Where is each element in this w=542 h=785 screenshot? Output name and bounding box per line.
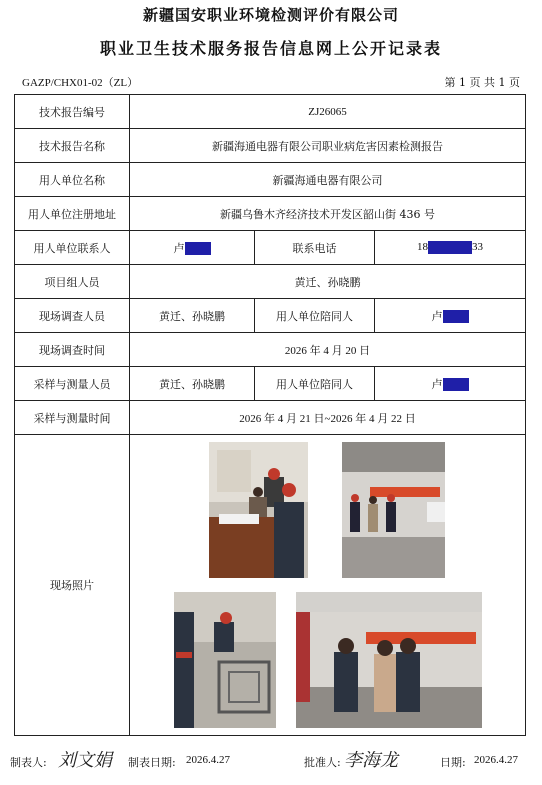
table-row <box>15 333 526 367</box>
company-name: 新疆国安职业环境检测评价有限公司 <box>142 6 399 24</box>
page-info: 第 1 页 共 1 页 <box>444 76 520 89</box>
escort-prefix: 卢 <box>431 377 443 391</box>
photos-cell <box>130 435 526 736</box>
table-row <box>15 129 526 163</box>
row-label: 技术报告编号 <box>15 95 130 129</box>
approved-date-label: 日期: <box>440 756 466 769</box>
approved-by-signature: 李海龙 <box>344 750 398 771</box>
survey-time-value: 2026 年 4 月 20 日 <box>130 333 526 367</box>
table-row <box>15 367 526 401</box>
site-photo-building <box>342 442 445 578</box>
prepared-by-label: 制表人: <box>10 756 47 769</box>
table-row <box>15 197 526 231</box>
workshop-photo-image <box>174 592 276 728</box>
group-photo-image <box>296 592 482 728</box>
row-label: 项目组人员 <box>15 265 130 299</box>
phone-prefix: 18 <box>417 241 428 254</box>
table-row <box>15 265 526 299</box>
row-label: 用人单位联系人 <box>15 231 130 265</box>
office-photo-image <box>209 442 308 578</box>
table-row <box>15 95 526 129</box>
row-label: 采样与测量人员 <box>15 367 130 401</box>
phone-cell <box>375 231 526 265</box>
table-row <box>15 299 526 333</box>
table-row <box>15 231 526 265</box>
team-value: 黄迁、孙晓鹏 <box>130 265 526 299</box>
approved-date: 2026.4.27 <box>474 754 518 766</box>
row-label: 现场调查人员 <box>15 299 130 333</box>
sampling-time-value: 2026 年 4 月 21 日~2026 年 4 月 22 日 <box>130 401 526 435</box>
building-photo-image <box>342 442 445 578</box>
site-photo-workshop <box>174 592 276 728</box>
report-number-value: ZJ26065 <box>130 95 526 129</box>
redaction-block <box>428 241 472 254</box>
table-row <box>15 163 526 197</box>
row-label: 采样与测量时间 <box>15 401 130 435</box>
prepared-date-label: 制表日期: <box>128 756 176 769</box>
row-label: 现场调查时间 <box>15 333 130 367</box>
row-label: 现场照片 <box>15 435 130 736</box>
contact-name-prefix: 卢 <box>173 241 185 255</box>
escort-label: 用人单位陪同人 <box>255 367 375 401</box>
table-row <box>15 435 526 736</box>
phone-suffix: 33 <box>472 241 483 254</box>
redaction-block <box>443 378 469 391</box>
escort-cell <box>375 367 526 401</box>
row-label: 技术报告名称 <box>15 129 130 163</box>
signature-footer <box>0 748 542 778</box>
escort-label: 用人单位陪同人 <box>255 299 375 333</box>
site-photo-group <box>296 592 482 728</box>
record-table <box>14 94 526 736</box>
row-label: 用人单位名称 <box>15 163 130 197</box>
prepared-by-signature: 刘文娟 <box>58 750 112 771</box>
form-title: 职业卫生技术服务报告信息网上公开记录表 <box>99 39 442 58</box>
contact-name-cell <box>130 231 255 265</box>
escort-cell <box>375 299 526 333</box>
sampling-staff-value: 黄迁、孙晓鹏 <box>130 367 255 401</box>
escort-prefix: 卢 <box>431 309 443 323</box>
document-number: GAZP/CHX01-02（ZL） <box>22 77 139 89</box>
site-photo-office <box>209 442 308 578</box>
redaction-block <box>185 242 211 255</box>
employer-name-value: 新疆海通电器有限公司 <box>130 163 526 197</box>
row-label: 用人单位注册地址 <box>15 197 130 231</box>
approved-by-label: 批准人: <box>304 756 341 769</box>
address-value: 新疆乌鲁木齐经济技术开发区韶山街 436 号 <box>130 197 526 231</box>
report-name-value: 新疆海通电器有限公司职业病危害因素检测报告 <box>130 129 526 163</box>
redaction-block <box>443 310 469 323</box>
phone-label: 联系电话 <box>255 231 375 265</box>
table-row <box>15 401 526 435</box>
survey-staff-value: 黄迁、孙晓鹏 <box>130 299 255 333</box>
prepared-date: 2026.4.27 <box>186 754 230 766</box>
photo-grid <box>130 435 522 735</box>
